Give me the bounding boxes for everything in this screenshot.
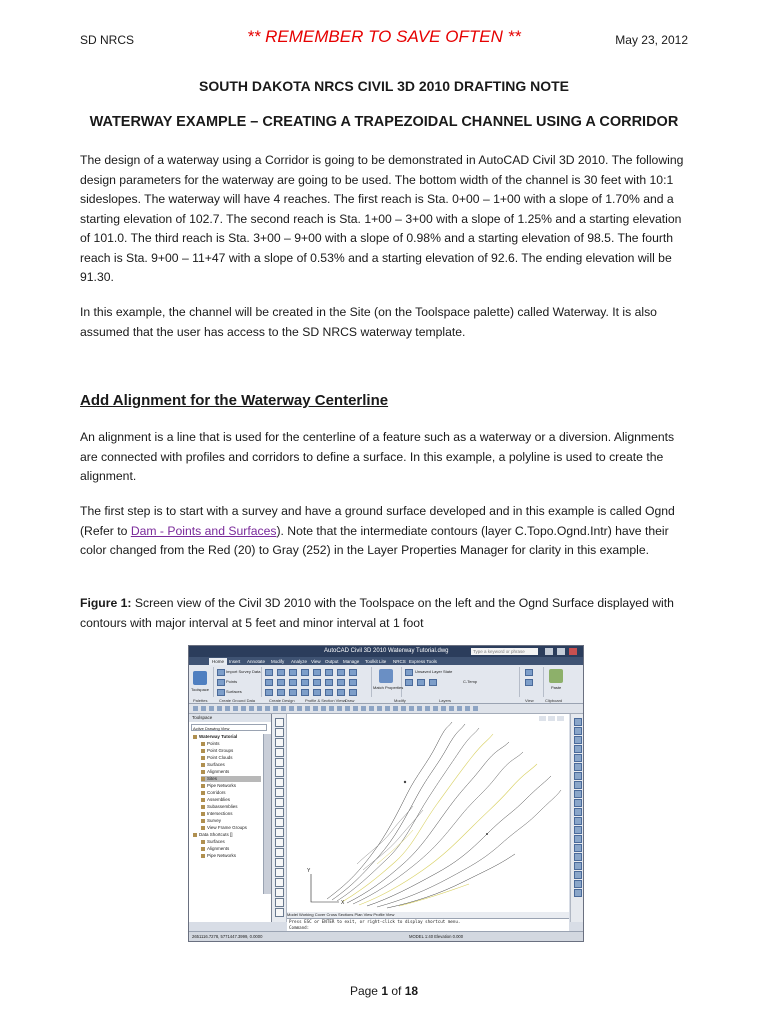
toolbar-icon — [321, 706, 326, 711]
rotate-icon — [349, 679, 357, 686]
toolbar-icon — [377, 706, 382, 711]
view-icon — [525, 669, 533, 676]
maximize-icon — [557, 648, 565, 655]
tree-label: Assemblies — [207, 797, 231, 802]
tool-icon — [275, 818, 284, 827]
layout-tabs: Model Working Cover Cross Sections Plan View Profile View — [287, 912, 569, 918]
circle-icon — [289, 679, 297, 686]
nav-icon — [574, 736, 582, 744]
panel-label: Profile & Section Views — [305, 698, 347, 703]
tree-label: Sites — [207, 776, 218, 781]
layer-icon — [405, 669, 413, 676]
toolbar-icon — [209, 706, 214, 711]
cad-tab: Annotate — [247, 659, 266, 664]
right-nav-toolbar — [570, 714, 584, 922]
cad-tab: Output — [325, 659, 339, 664]
nav-icon — [574, 835, 582, 843]
cad-search-box: Type a keyword or phrase — [471, 648, 538, 655]
svg-text:Y: Y — [307, 868, 311, 874]
toolspace-palette — [189, 714, 272, 922]
line-icon — [265, 679, 273, 686]
assembly-icon — [301, 669, 309, 676]
trim-icon — [265, 689, 273, 696]
document-title: SOUTH DAKOTA NRCS CIVIL 3D 2010 DRAFTING NOTE — [198, 78, 569, 94]
cad-tab: Home — [209, 658, 227, 665]
left-draw-toolbar — [272, 714, 287, 922]
toolbar-icon — [305, 706, 310, 711]
paragraph-text: The first step is to start with a survey and have a ground surface developed and in this example is called Ognd (Refer to — [80, 504, 675, 538]
tree-item — [201, 853, 236, 859]
nav-icon — [574, 790, 582, 798]
ribbon-item: Import Survey Data — [226, 669, 261, 674]
tree-item — [201, 804, 238, 810]
folder-icon — [201, 742, 205, 746]
toolspace-icon — [193, 671, 207, 685]
shortcut-icon — [193, 833, 197, 837]
folder-icon — [201, 840, 205, 844]
match-properties-icon — [379, 669, 393, 683]
mirror-icon — [325, 689, 333, 696]
tool-icon — [275, 758, 284, 767]
footer-middle: of — [388, 984, 405, 998]
cad-window-title: AutoCAD Civil 3D 2010 Waterway Tutorial.dwg — [324, 648, 449, 654]
tool-icon — [275, 898, 284, 907]
copy-icon — [337, 679, 345, 686]
tree-item — [201, 755, 233, 761]
nav-icon — [574, 745, 582, 753]
page-footer — [0, 984, 768, 998]
intro-paragraph-2: In this example, the channel will be created in the Site (on the Toolspace palette) called Waterway. It is also assumed that the user has access to the SD NRCS waterway template. — [80, 305, 657, 339]
stretch-icon — [349, 689, 357, 696]
section-paragraph-2 — [80, 502, 690, 561]
nav-icon — [574, 763, 582, 771]
scale-icon — [337, 689, 345, 696]
status-coordinates: 2651116.7278, 5771447.3999, 0.0000 — [192, 934, 263, 939]
toolbar-icon — [289, 706, 294, 711]
fillet-icon — [301, 689, 309, 696]
folder-icon — [201, 749, 205, 753]
command-prompt: Command: — [289, 925, 310, 930]
panel-label: Layers — [439, 698, 452, 703]
folder-icon — [201, 784, 205, 788]
tree-item — [201, 748, 233, 754]
toolbar-icon — [225, 706, 230, 711]
hatch-icon — [313, 679, 321, 686]
tree-label: View Frame Groups — [207, 825, 247, 830]
panel-label: Clipboard — [545, 698, 563, 703]
tool-icon — [275, 768, 284, 777]
layer-freeze-icon — [417, 679, 425, 686]
panel-label: View — [525, 698, 534, 703]
nav-icon — [574, 781, 582, 789]
toolspace-title: Toolspace — [189, 714, 271, 722]
toolbar-icon — [265, 706, 270, 711]
toolbar-icon — [257, 706, 262, 711]
tree-label: Data Shortcuts [] — [199, 832, 233, 837]
figure-label: Figure 1: — [80, 596, 132, 610]
tool-icon — [275, 738, 284, 747]
tool-icon — [275, 888, 284, 897]
folder-icon — [201, 847, 205, 851]
toolbar-icon — [193, 706, 198, 711]
tree-label: Intersections — [207, 811, 233, 816]
ribbon-item: Match Properties — [373, 685, 404, 690]
toolbar-icon — [241, 706, 246, 711]
nav-icon — [574, 799, 582, 807]
page-total: 18 — [404, 984, 419, 998]
dam-points-surfaces-link[interactable]: Dam - Points and Surfaces — [130, 523, 277, 538]
tree-item-selected — [201, 776, 261, 782]
tree-item — [201, 811, 233, 817]
layer-lock-icon — [429, 679, 437, 686]
section-heading: Add Alignment for the Waterway Centerline — [80, 392, 389, 409]
panel-label: Create Ground Data — [219, 698, 256, 703]
surfaces-icon — [217, 689, 225, 696]
toolbar-icon — [337, 706, 342, 711]
polyline-icon — [301, 679, 309, 686]
layer-tools-icon — [405, 679, 413, 686]
toolbar-icon — [329, 706, 334, 711]
folder-icon — [201, 819, 205, 823]
close-icon — [569, 648, 577, 655]
footer-prefix: Page — [349, 984, 382, 998]
cad-tab: Insert — [229, 659, 241, 664]
cad-tab: Analyze — [291, 659, 308, 664]
nav-icon — [574, 772, 582, 780]
arc-icon — [277, 679, 285, 686]
profile-icon — [277, 669, 285, 676]
folder-icon — [201, 812, 205, 816]
tree-label: Alignments — [207, 769, 230, 774]
page-number: 1 — [381, 984, 388, 998]
offset-icon — [289, 689, 297, 696]
tool-icon — [275, 908, 284, 917]
intro-paragraph-1: The design of a waterway using a Corridor is going to be demonstrated in AutoCAD Civil 3D 2010. The following design parameters for the waterway are going to be used. The bottom width of the channel is 30 feet with 10:1 sideslopes. The waterway will have 4 reaches. The first reach is Sta. 0+00 – 1+00 with a slope of 1.70% and a starting elevation of 102.7. The second reach is Sta. 1+00 – 3+00 with a slope of 1.25% and a starting elevation of 101.0. The third reach is Sta. 3+00 – 9+00 with a slope of 0.98% and a starting elevation of 98.5. The fourth reach is Sta. 9+00 – 11+47 with a slope of 0.53% and a starting elevation of 92.6. The ending elevation will be 91.30. — [80, 153, 684, 284]
tree-label: Point Clouds — [207, 755, 233, 760]
cad-tab: NRCS — [393, 659, 406, 664]
tool-icon — [275, 748, 284, 757]
toolspace-view-combo: Active Drawing View — [191, 724, 267, 731]
tool-icon — [275, 718, 284, 727]
nav-icon — [574, 862, 582, 870]
cad-title-bar — [189, 646, 583, 657]
cad-status-bar — [189, 931, 583, 942]
nav-icon — [574, 880, 582, 888]
tree-item — [201, 783, 236, 789]
svg-text:X: X — [341, 900, 345, 906]
tree-label: Corridors — [207, 790, 226, 795]
nav-icon — [574, 808, 582, 816]
toolbar-icon — [417, 706, 422, 711]
tool-icon — [275, 728, 284, 737]
tree-item — [201, 741, 220, 747]
folder-icon — [201, 805, 205, 809]
panel-label: Palettes — [193, 698, 208, 703]
toolbar-icon — [425, 706, 430, 711]
toolbar-icon — [457, 706, 462, 711]
tool-icon — [275, 798, 284, 807]
toolbar-icon — [473, 706, 478, 711]
tree-label: Pipe Networks — [207, 853, 237, 858]
civil3d-screenshot — [188, 645, 584, 942]
cad-quick-toolbar — [189, 704, 583, 714]
header-left: SD NRCS — [80, 33, 135, 47]
parcel-icon — [337, 669, 345, 676]
cad-tab: Manage — [343, 659, 360, 664]
panel-label: Modify — [394, 698, 406, 703]
toolbar-icon — [449, 706, 454, 711]
move-icon — [325, 679, 333, 686]
panel-label: Create Design — [269, 698, 295, 703]
command-history: Press ESC or ENTER to exit, or right-click to display shortcut menu. — [289, 919, 461, 924]
toolbar-icon — [361, 706, 366, 711]
command-line — [287, 918, 569, 931]
toolbar-icon — [401, 706, 406, 711]
toolbar-icon — [217, 706, 222, 711]
pan-icon — [525, 679, 533, 686]
tool-icon — [275, 848, 284, 857]
toolbar-icon — [313, 706, 318, 711]
pipe-icon — [325, 669, 333, 676]
tool-icon — [275, 838, 284, 847]
alignment-icon — [265, 669, 273, 676]
tree-item — [201, 769, 229, 775]
paste-icon — [549, 669, 563, 683]
intersection-icon — [349, 669, 357, 676]
cad-ribbon — [189, 665, 583, 704]
array-icon — [313, 689, 321, 696]
tool-icon — [275, 868, 284, 877]
tool-icon — [275, 808, 284, 817]
grading-icon — [313, 669, 321, 676]
toolbar-icon — [385, 706, 390, 711]
extend-icon — [277, 689, 285, 696]
figure-caption — [80, 594, 690, 633]
panel-label: Draw — [345, 698, 355, 703]
tree-label: Points — [207, 741, 220, 746]
nav-icon — [574, 844, 582, 852]
tool-icon — [275, 778, 284, 787]
tree-item — [201, 797, 230, 803]
tool-icon — [275, 858, 284, 867]
tree-label: Survey — [207, 818, 222, 823]
corridor-icon — [289, 669, 297, 676]
tool-icon — [275, 788, 284, 797]
tree-label: Surfaces — [207, 839, 225, 844]
paragraph-text: ). Note that the intermediate contours (layer C.Topo.Ognd.Intr) have their color changed from the Red (20) to Gray (252) in the Layer Properties Manager for clarity in this example. — [80, 523, 669, 557]
nav-icon — [574, 889, 582, 897]
tree-label: Surfaces — [207, 762, 225, 767]
folder-icon — [201, 763, 205, 767]
ribbon-item: Points — [226, 679, 238, 684]
cad-tab: Toolkit Lite — [365, 659, 387, 664]
tree-label: Point Groups — [207, 748, 234, 753]
folder-icon — [201, 777, 205, 781]
toolbar-icon — [465, 706, 470, 711]
tree-item — [201, 818, 221, 824]
toolbar-icon — [201, 706, 206, 711]
section-paragraph-1: An alignment is a line that is used for the centerline of a feature such as a waterway or a diversion. Alignments are connected with profiles and corridors to define a surface. In this example, a polyline is used to create the alignment. — [80, 430, 675, 483]
toolbar-icon — [297, 706, 302, 711]
drawing-icon — [193, 735, 197, 739]
folder-icon — [201, 770, 205, 774]
nav-icon — [574, 853, 582, 861]
toolbar-icon — [441, 706, 446, 711]
tool-icon — [275, 828, 284, 837]
toolbar-icon — [409, 706, 414, 711]
tree-item — [201, 790, 226, 796]
folder-icon — [201, 798, 205, 802]
figure-caption-text: Screen view of the Civil 3D 2010 with the Toolspace on the left and the Ognd Surface displayed with contours with major interval at 5 feet and minor interval at 1 foot — [80, 596, 674, 630]
nav-icon — [574, 826, 582, 834]
drawing-area — [287, 714, 569, 912]
ribbon-item: Unsaved Layer State — [415, 669, 453, 674]
header-date: May 23, 2012 — [615, 33, 688, 47]
tree-item — [201, 846, 229, 852]
survey-icon — [217, 669, 225, 676]
cad-tab: Modify — [271, 659, 285, 664]
nav-icon — [574, 871, 582, 879]
tree-item — [201, 825, 247, 831]
points-icon — [217, 679, 225, 686]
toolbar-icon — [353, 706, 358, 711]
document-subtitle: WATERWAY EXAMPLE – CREATING A TRAPEZOIDAL CHANNEL USING A CORRIDOR — [89, 114, 679, 130]
toolbar-icon — [273, 706, 278, 711]
folder-icon — [201, 756, 205, 760]
nav-icon — [574, 754, 582, 762]
toolbar-icon — [369, 706, 374, 711]
ribbon-item: C-Temp — [463, 679, 478, 684]
nav-icon — [574, 817, 582, 825]
toolbar-icon — [345, 706, 350, 711]
tree-label: Waterway Tutorial — [199, 734, 238, 739]
minimize-icon — [545, 648, 553, 655]
status-right: MODEL 1:40 Elevation 0.000 — [409, 934, 464, 939]
toolbar-icon — [249, 706, 254, 711]
folder-icon — [201, 826, 205, 830]
tree-item — [193, 734, 237, 740]
tree-label: Pipe Networks — [207, 783, 237, 788]
folder-icon — [201, 791, 205, 795]
tool-icon — [275, 878, 284, 887]
folder-icon — [201, 854, 205, 858]
cad-tab: Express Tools — [409, 659, 437, 664]
tree-item — [201, 762, 225, 768]
tree-label: Subassemblies — [207, 804, 238, 809]
toolbar-icon — [281, 706, 286, 711]
tree-item — [193, 832, 233, 838]
toolbar-icon — [393, 706, 398, 711]
nav-icon — [574, 718, 582, 726]
tree-item — [201, 839, 225, 845]
toolbar-icon — [433, 706, 438, 711]
ribbon-item: Surfaces — [226, 689, 242, 694]
nav-icon — [574, 727, 582, 735]
toolbar-icon — [233, 706, 238, 711]
save-reminder: ** REMEMBER TO SAVE OFTEN ** — [247, 27, 521, 46]
tree-label: Alignments — [207, 846, 230, 851]
ribbon-item: Toolspace — [191, 687, 210, 692]
ribbon-item: Paste — [551, 685, 562, 690]
cad-tab: View — [311, 659, 321, 664]
toolspace-side-tabs — [263, 734, 271, 894]
cad-ribbon-tabs — [189, 657, 583, 665]
